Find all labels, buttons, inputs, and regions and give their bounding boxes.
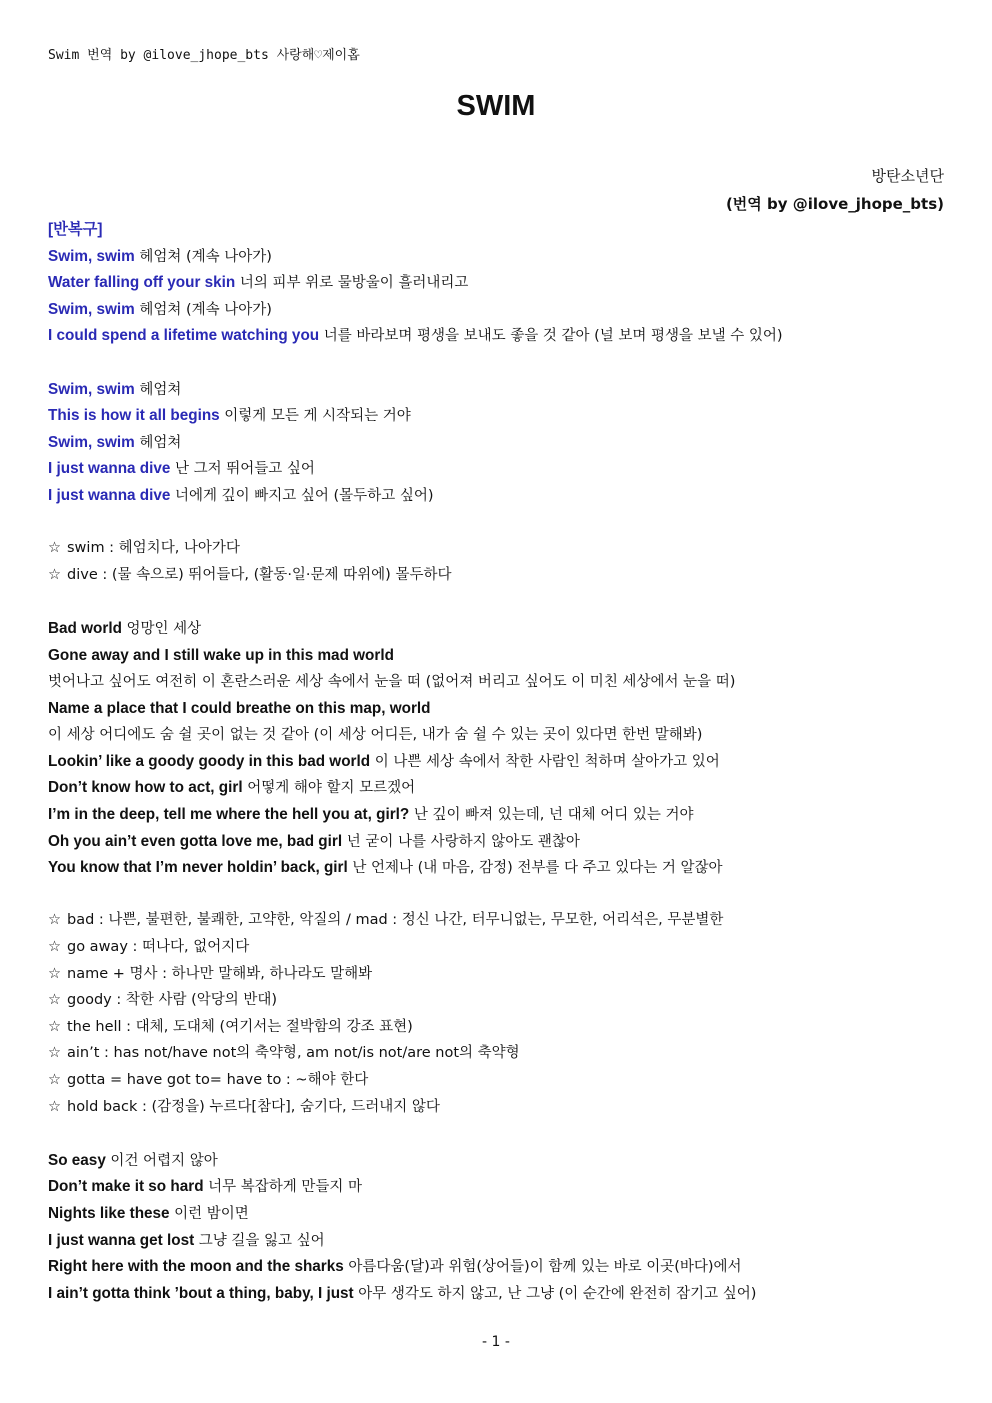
lyric-line (48, 748, 948, 775)
english-lyric: I ain’t gotta think ’bout a thing, baby, I just (48, 1284, 354, 1302)
korean-translation: 아무 생각도 하지 않고, 난 그냥 (이 순간에 완전히 잠기고 싶어) (353, 1285, 757, 1302)
korean-translation: 그냥 길을 잃고 싶어 (194, 1232, 325, 1249)
blank-line (48, 349, 948, 376)
korean-translation: 어떻게 해야 할지 모르겠어 (242, 780, 416, 797)
lyric-line (48, 429, 948, 456)
note-text: gotta = have got to= have to : ~해야 한다 (67, 1072, 369, 1088)
english-lyric: Swim, swim (48, 300, 135, 318)
lyric-line (48, 402, 948, 429)
lyric-line (48, 721, 948, 748)
star-icon: ☆ (48, 912, 61, 929)
page-number: - 1 - (482, 1334, 510, 1350)
english-lyric: Name a place that I could breathe on this map, world (48, 699, 431, 717)
translation-credit: (번역 by @ilove_jhope_bts) (725, 195, 944, 213)
english-lyric: I just wanna get lost (48, 1231, 195, 1249)
lyric-line (48, 1280, 948, 1307)
korean-translation: 이렇게 모든 게 시작되는 거야 (219, 408, 411, 425)
english-lyric: Swim, swim (48, 433, 135, 451)
note-text: swim : 헤엄치다, 나아가다 (67, 540, 240, 557)
korean-translation: 너를 바라보며 평생을 보내도 좋을 것 같아 (널 보며 평생을 보낼 수 있어) (319, 328, 783, 345)
lyric-line (48, 1253, 948, 1280)
korean-translation: 이 세상 어디에도 숨 쉴 곳이 없는 것 같아 (이 세상 어디든, 내가 숨 쉴 수 있는 곳이 있다면 한번 말해봐) (48, 727, 703, 744)
blank-line (48, 1120, 948, 1147)
note-text: goody : 착한 사람 (악당의 반대) (67, 992, 278, 1009)
english-lyric: Nights like these (48, 1204, 170, 1222)
vocab-note (48, 1014, 948, 1041)
lyric-line (48, 1173, 948, 1200)
star-icon: ☆ (48, 566, 61, 583)
note-text: dive : (물 속으로) 뛰어들다, (활동·일·문제 따위에) 몰두하다 (67, 566, 452, 583)
lyric-line (48, 668, 948, 695)
korean-translation: 이런 밤이면 (169, 1205, 249, 1222)
vocab-note (48, 907, 948, 934)
lyric-line (48, 854, 948, 881)
korean-translation: 벗어나고 싶어도 여전히 이 혼란스러운 세상 속에서 눈을 떠 (없어져 버리고 싶어도 이 미친 세상에서 눈을 떠) (48, 674, 736, 691)
lyric-line (48, 269, 948, 296)
lyric-line (48, 1227, 948, 1254)
star-icon: ☆ (48, 965, 61, 982)
english-lyric: Swim, swim (48, 380, 135, 398)
vocab-note (48, 562, 948, 589)
english-lyric: So easy (48, 1151, 106, 1169)
korean-translation: 헤엄쳐 (134, 434, 182, 451)
note-text: bad : 나쁜, 불편한, 불쾌한, 고약한, 악질의 / mad : 정신 나간, 터무니없는, 무모한, 어리석은, 무분별한 (67, 912, 724, 929)
english-lyric: I could spend a lifetime watching you (48, 327, 320, 345)
star-icon: ☆ (48, 992, 61, 1009)
document-header: Swim 번역 by @ilove_jhope_bts 사랑해♡제이홉 (48, 48, 360, 63)
section-tag (48, 216, 948, 243)
english-lyric: Don’t make it so hard (48, 1178, 204, 1196)
lyric-line (48, 1200, 948, 1227)
artist-name: 방탄소년단 (871, 167, 944, 185)
star-icon: ☆ (48, 939, 61, 956)
note-text: the hell : 대체, 도대체 (여기서는 절박함의 강조 표현) (67, 1018, 413, 1035)
korean-translation: 너에게 깊이 빠지고 싶어 (몰두하고 싶어) (170, 487, 434, 504)
english-lyric: Water falling off your skin (48, 274, 236, 292)
english-lyric: I’m in the deep, tell me where the hell you at, girl? (48, 806, 410, 824)
korean-translation: 엉망인 세상 (121, 620, 202, 637)
lyric-line (48, 482, 948, 509)
blank-line (48, 881, 948, 908)
vocab-note (48, 934, 948, 961)
lyric-line (48, 695, 948, 722)
english-lyric: I just wanna dive (48, 486, 171, 504)
english-lyric: This is how it all begins (48, 407, 220, 425)
star-icon: ☆ (48, 1018, 61, 1035)
note-text: ain’t : has not/have not의 축약형, am not/is not/are not의 축약형 (67, 1045, 520, 1062)
lyrics-body (48, 216, 948, 1306)
korean-translation: 헤엄쳐 (계속 나아가) (134, 301, 272, 318)
lyric-line (48, 774, 948, 801)
note-text: hold back : (감정을) 누르다[참다], 숨기다, 드러내지 않다 (67, 1098, 440, 1115)
korean-translation: 너무 복잡하게 만들지 마 (203, 1179, 363, 1196)
note-text: go away : 떠나다, 없어지다 (67, 939, 250, 956)
star-icon: ☆ (48, 1072, 61, 1088)
english-lyric: I just wanna dive (48, 460, 171, 478)
note-text: name + 명사 : 하나만 말해봐, 하나라도 말해봐 (67, 965, 373, 982)
english-lyric: Bad world (48, 619, 122, 637)
korean-translation: 이건 어렵지 않아 (105, 1152, 218, 1169)
star-icon: ☆ (48, 1098, 61, 1115)
korean-translation: 난 그저 뛰어들고 싶어 (170, 461, 315, 478)
korean-translation: 이 나쁜 세상 속에서 착한 사람인 척하며 살아가고 있어 (370, 753, 720, 770)
vocab-note (48, 987, 948, 1014)
star-icon: ☆ (48, 540, 61, 557)
vocab-note (48, 1094, 948, 1121)
korean-translation: 아름다움(달)과 위험(상어들)이 함께 있는 바로 이곳(바다)에서 (343, 1259, 742, 1276)
english-lyric: [반복구] (48, 221, 103, 238)
vocab-note (48, 535, 948, 562)
vocab-note (48, 1040, 948, 1067)
english-lyric: Gone away and I still wake up in this mad world (48, 646, 394, 664)
english-lyric: You know that I’m never holdin’ back, girl (48, 859, 348, 877)
page-title: SWIM (456, 90, 536, 122)
korean-translation: 헤엄쳐 (134, 381, 182, 398)
korean-translation: 너의 피부 위로 물방울이 흘러내리고 (235, 275, 469, 292)
lyric-line (48, 296, 948, 323)
lyric-line (48, 322, 948, 349)
english-lyric: Right here with the moon and the sharks (48, 1258, 344, 1276)
korean-translation: 헤엄쳐 (계속 나아가) (134, 248, 272, 265)
lyric-line (48, 455, 948, 482)
lyric-line (48, 376, 948, 403)
lyric-line (48, 828, 948, 855)
lyric-line (48, 243, 948, 270)
english-lyric: Don’t know how to act, girl (48, 779, 243, 797)
star-icon: ☆ (48, 1045, 61, 1062)
lyric-line (48, 1147, 948, 1174)
korean-translation: 넌 굳이 나를 사랑하지 않아도 괜찮아 (342, 833, 580, 850)
korean-translation: 난 깊이 빠져 있는데, 넌 대체 어디 있는 거야 (409, 807, 694, 824)
lyric-line (48, 642, 948, 669)
blank-line (48, 588, 948, 615)
english-lyric: Lookin’ like a goody goody in this bad world (48, 752, 371, 770)
blank-line (48, 509, 948, 536)
lyric-line (48, 615, 948, 642)
vocab-note (48, 1067, 948, 1094)
vocab-note (48, 961, 948, 988)
lyric-line (48, 801, 948, 828)
korean-translation: 난 언제나 (내 마음, 감정) 전부를 다 주고 있다는 거 알잖아 (347, 860, 723, 877)
english-lyric: Oh you ain’t even gotta love me, bad girl (48, 832, 343, 850)
english-lyric: Swim, swim (48, 247, 135, 265)
